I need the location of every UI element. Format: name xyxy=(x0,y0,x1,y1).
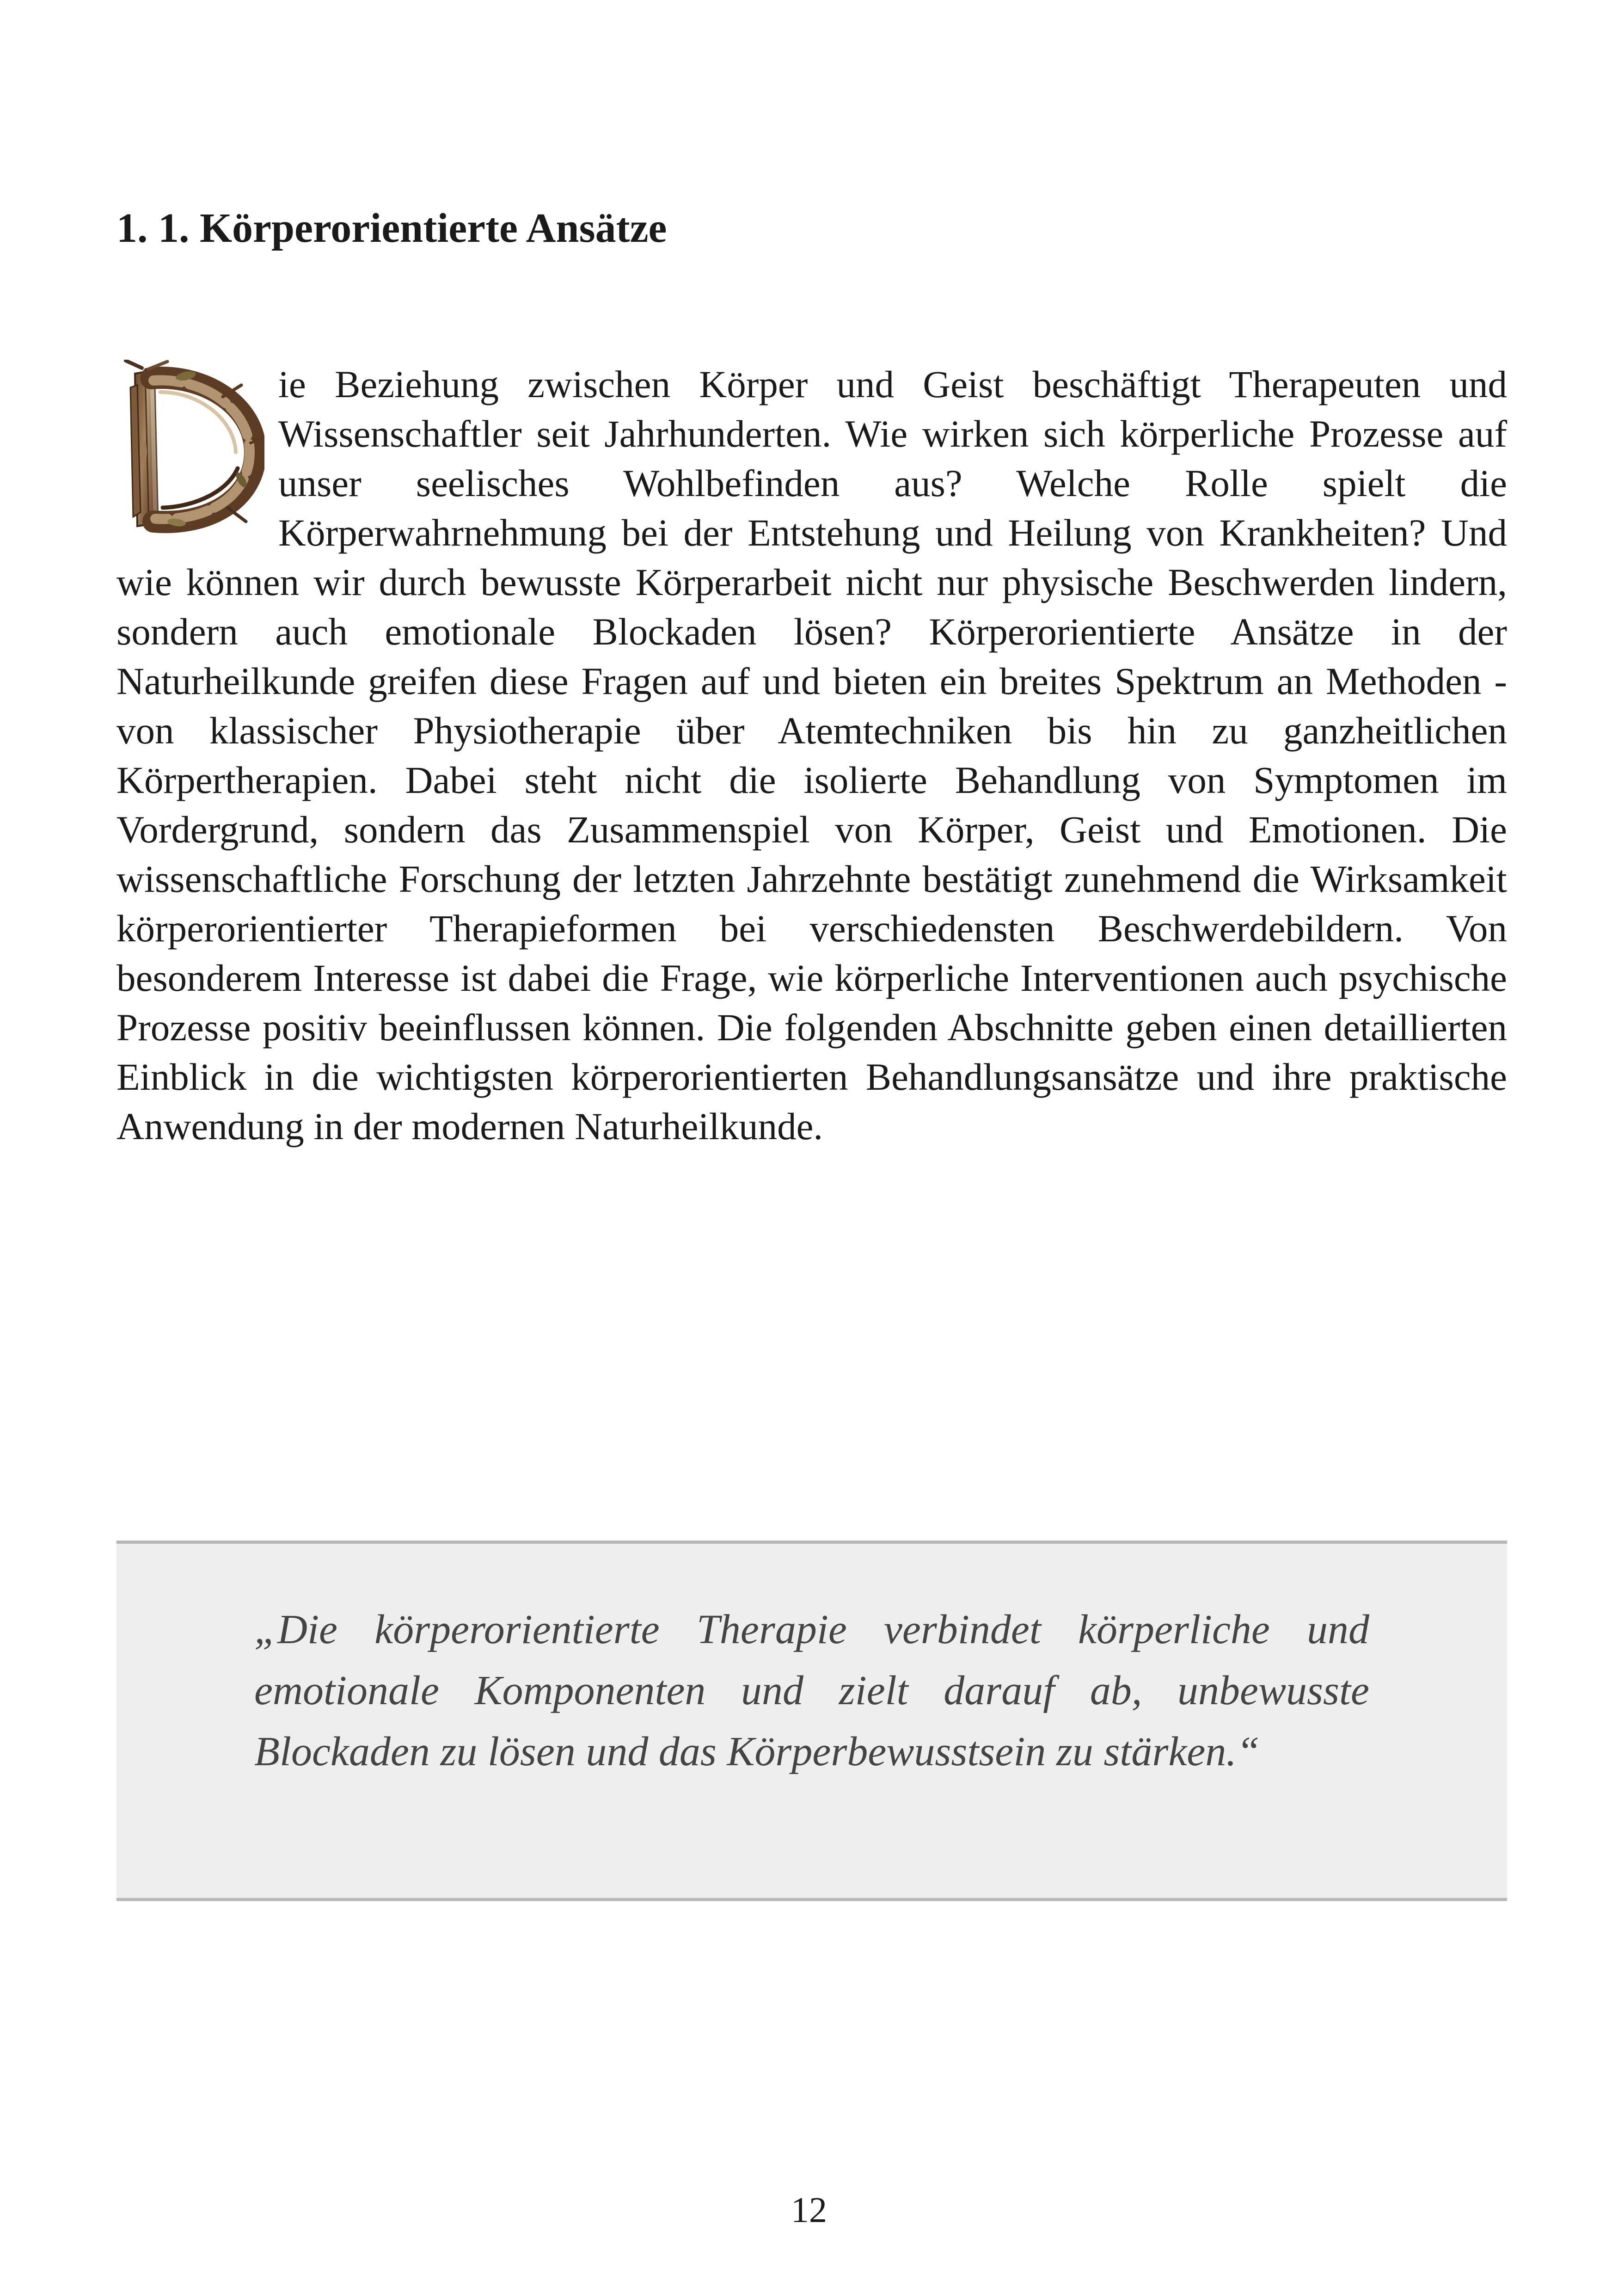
section-heading: 1. 1. Körperorientierte Ansätze xyxy=(116,205,667,251)
quote-text: „Die körperorientierte Therapie verbindet körperliche und emotionale Komponenten und zielt darauf ab, unbewusste Blockaden zu lösen und das Körperbewusstsein zu stärken.“ xyxy=(254,1607,1369,1774)
page-number: 12 xyxy=(791,2190,827,2230)
dropcap-wood-letter-icon xyxy=(116,360,264,535)
quote-box xyxy=(116,1541,1507,1901)
body-paragraph-text: ie Beziehung zwischen Körper und Geist beschäftigt Therapeuten und Wissenschaftler seit Jahrhunderten. Wie wirken sich körperliche Prozesse auf unser seelisches Wohlbefinden aus? Welche Rolle spielt die Körperwahrnehmung bei der Entstehung und Heilung von Krankheiten? Und wie können wir durch bewusste Körperarbeit nicht nur physische Beschwerden lindern, sondern auch emotionale Blockaden lösen? Körperorientierte Ansätze in der Naturheilkunde greifen diese Fragen auf und bieten ein breites Spektrum an Methoden - von klassischer Physiotherapie über Atemtechniken bis hin zu ganzheitlichen Körpertherapien. Dabei steht nicht die isolierte Behandlung von Symptomen im Vordergrund, sondern das Zusammenspiel von Körper, Geist und Emotionen. Die wissenschaftliche Forschung der letzten Jahrzehnte bestätigt zunehmend die Wirksamkeit körperorientierter Therapieformen bei verschiedensten Beschwerdebildern. Von besonderem Interesse ist dabei die Frage, wie körperliche Interventionen auch psychische Prozesse positiv beeinflussen können. Die folgenden Abschnitte geben einen detaillierten Einblick in die wichtigsten körperorientierten Behandlungsansätze und ihre praktische Anwendung in der modernen Naturheilkunde. xyxy=(116,363,1507,1148)
body-paragraph xyxy=(116,360,1507,1151)
